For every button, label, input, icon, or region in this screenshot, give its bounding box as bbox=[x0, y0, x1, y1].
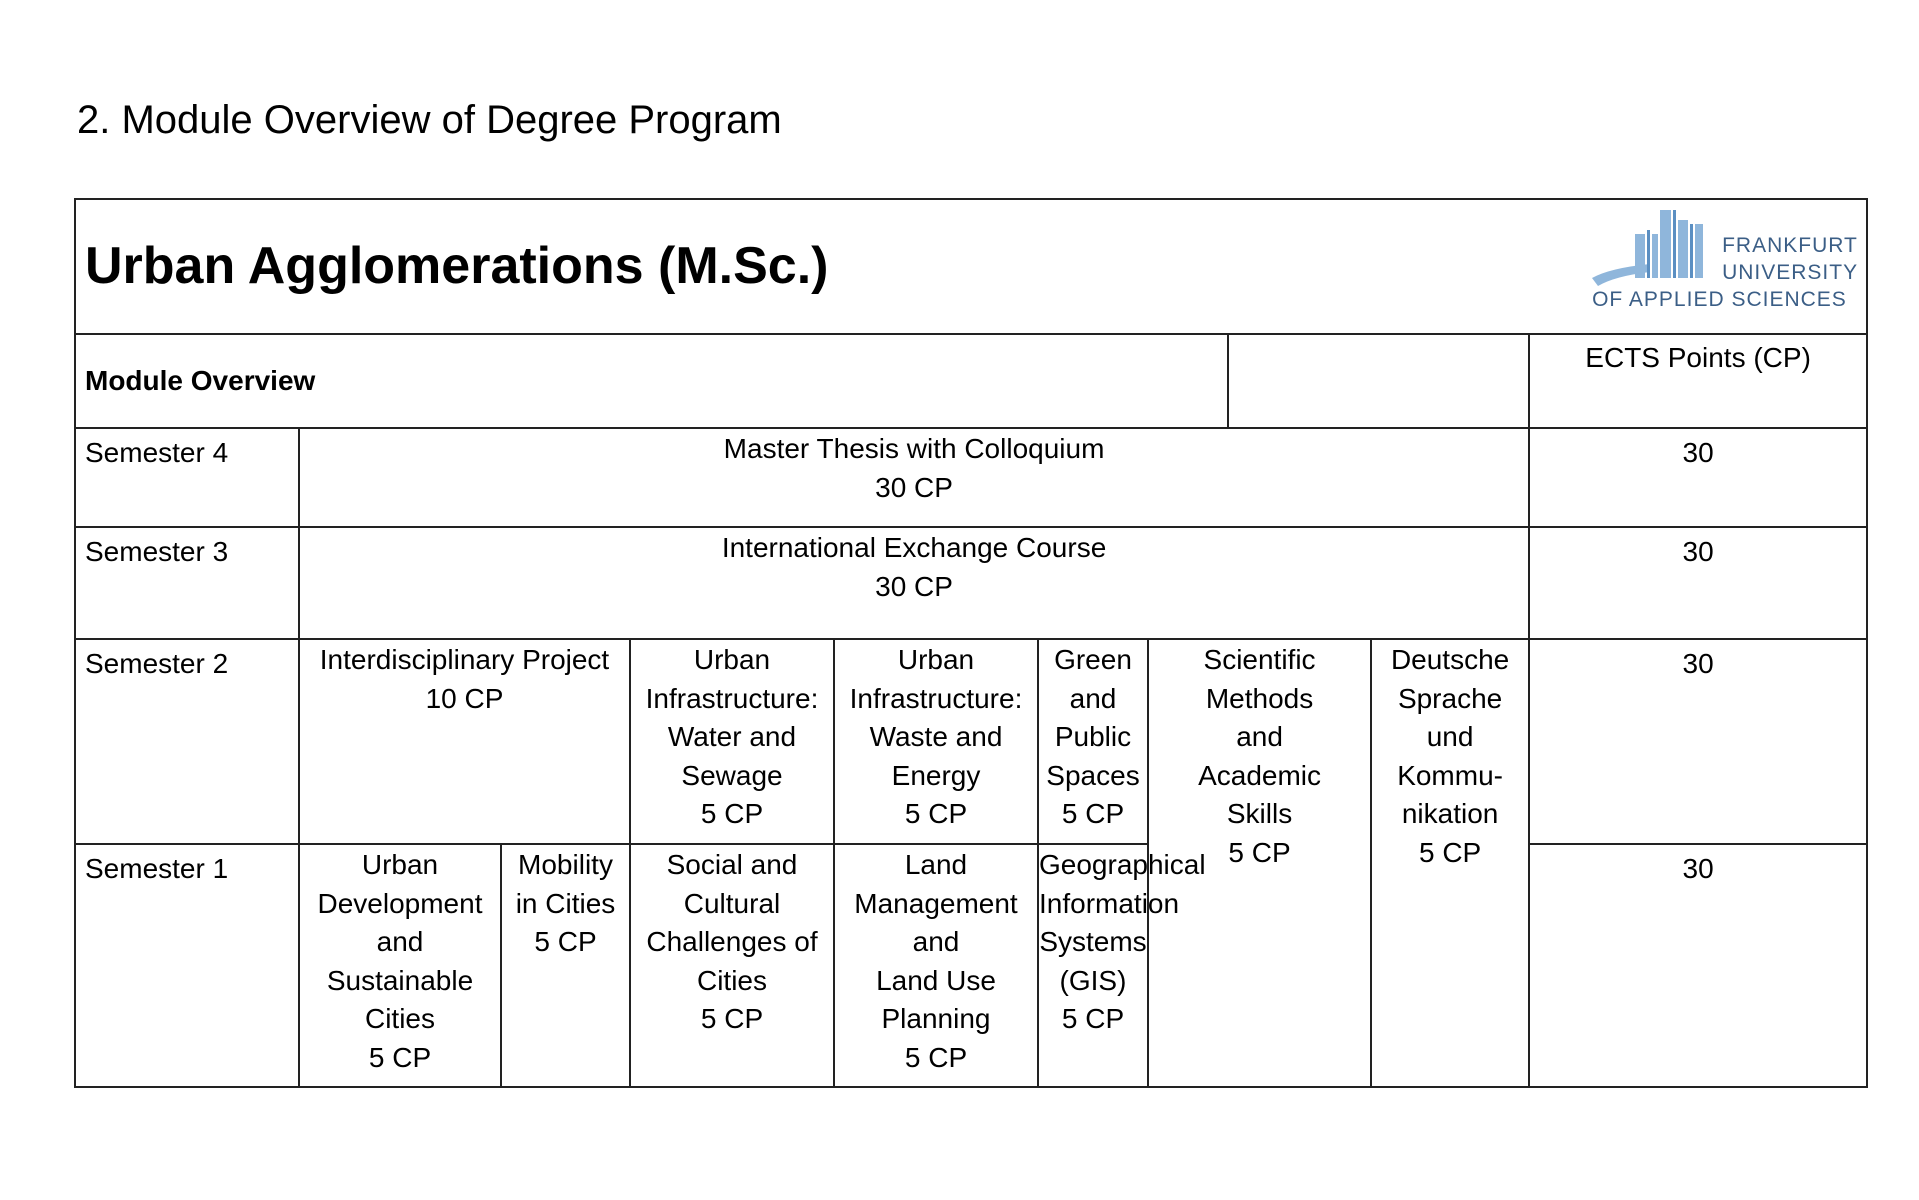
university-logo bbox=[1590, 206, 1858, 316]
program-title-cell bbox=[75, 199, 1228, 334]
module-cell bbox=[630, 639, 834, 844]
module-title-line: Kommu- bbox=[1397, 759, 1503, 791]
semester-label: Semester 4 bbox=[75, 428, 299, 527]
module-cell bbox=[1038, 639, 1148, 844]
module-cell bbox=[630, 844, 834, 1087]
empty-header-cell bbox=[1228, 334, 1529, 428]
module-title-line: Infrastructure: bbox=[645, 682, 819, 714]
module-title-line: Urban bbox=[361, 849, 439, 880]
semester-1-row bbox=[75, 844, 1867, 1087]
module-title-line: Geographical bbox=[1039, 849, 1206, 880]
module-title-line: and bbox=[376, 926, 424, 957]
module-cp: 5 CP bbox=[534, 926, 597, 957]
module-title-line: Cultural bbox=[683, 887, 781, 919]
ects-value: 30 bbox=[1529, 639, 1867, 844]
module-cp: 5 CP bbox=[904, 798, 968, 829]
module-title-line: Sewage bbox=[681, 759, 783, 791]
module-cp: 10 CP bbox=[425, 682, 504, 714]
semester-3-row bbox=[75, 527, 1867, 639]
semester-2-row bbox=[75, 639, 1867, 844]
logo-text bbox=[1592, 232, 1858, 313]
module-title: International Exchange Course bbox=[721, 532, 1107, 563]
module-title-line: Land bbox=[904, 849, 968, 880]
ects-value: 30 bbox=[1529, 844, 1867, 1087]
module-title-line: Public bbox=[1054, 721, 1132, 752]
module-title-line: Energy bbox=[891, 759, 981, 791]
module-cp: 5 CP bbox=[700, 1003, 764, 1034]
module-cp: 5 CP bbox=[368, 1041, 432, 1073]
ects-value: 30 bbox=[1529, 428, 1867, 527]
module-cell bbox=[299, 428, 1529, 527]
module-title-line: Water and bbox=[667, 721, 797, 752]
module-cp: 5 CP bbox=[1228, 836, 1291, 868]
module-title-line: Academic bbox=[1198, 759, 1322, 791]
module-title-line: Green and bbox=[1054, 644, 1132, 714]
module-title-line: Management bbox=[854, 887, 1018, 919]
logo-cell bbox=[1228, 199, 1867, 334]
module-title-line: Skills bbox=[1226, 798, 1293, 829]
module-title-line: Social and bbox=[666, 849, 798, 880]
module-cell bbox=[834, 639, 1038, 844]
module-cell bbox=[299, 639, 630, 844]
module-cell bbox=[501, 844, 630, 1087]
module-title-line: Spaces bbox=[1046, 759, 1140, 791]
module-cp: 30 CP bbox=[875, 570, 953, 602]
logo-line-2: UNIVERSITY bbox=[1722, 261, 1859, 285]
module-title-line: Cities bbox=[696, 964, 767, 996]
section-heading: 2. Module Overview of Degree Program bbox=[77, 98, 782, 142]
module-cell bbox=[299, 527, 1529, 639]
module-title-line: Urban bbox=[897, 644, 975, 675]
module-title-line: Land Use bbox=[876, 964, 996, 996]
module-title: Master Thesis with Colloquium bbox=[723, 433, 1105, 464]
module-title-line: Urban bbox=[693, 644, 771, 675]
module-title-line: Mobility bbox=[518, 849, 613, 880]
module-cp: 5 CP bbox=[700, 798, 764, 829]
semester-4-row bbox=[75, 428, 1867, 527]
module-title-line: nikation bbox=[1401, 798, 1499, 829]
module-title-line: und bbox=[1426, 721, 1474, 752]
semester-label: Semester 2 bbox=[75, 639, 299, 844]
module-cp: 5 CP bbox=[1418, 836, 1482, 868]
logo-line-1: FRANKFURT bbox=[1722, 234, 1858, 258]
ects-value: 30 bbox=[1529, 527, 1867, 639]
module-title-line: Scientific bbox=[1203, 644, 1316, 675]
module-title-line: in Cities bbox=[515, 887, 616, 919]
module-cp: 30 CP bbox=[875, 471, 953, 503]
module-title-line: Planning bbox=[881, 1003, 991, 1034]
module-cp: 5 CP bbox=[1061, 798, 1125, 829]
program-title: Urban Agglomerations (M.Sc.) bbox=[85, 237, 829, 296]
semester-label: Semester 1 bbox=[75, 844, 299, 1087]
module-title-line: Interdisciplinary Project bbox=[319, 644, 610, 675]
module-title-line: Deutsche bbox=[1390, 644, 1510, 675]
module-cp: 5 CP bbox=[1061, 1003, 1125, 1034]
module-overview-label: Module Overview bbox=[75, 334, 1228, 428]
module-title-line: and bbox=[912, 926, 960, 957]
module-title-line: Cities bbox=[364, 1003, 435, 1034]
module-title-line: Information bbox=[1039, 887, 1180, 919]
module-title-line: Sustainable bbox=[326, 964, 474, 996]
module-title-line: Infrastructure: bbox=[849, 682, 1023, 714]
title-row bbox=[75, 199, 1867, 334]
module-title-line: (GIS) bbox=[1059, 964, 1127, 996]
module-title-line: Development bbox=[317, 887, 483, 919]
module-title-line: Methods bbox=[1205, 682, 1314, 714]
semester-label: Semester 3 bbox=[75, 527, 299, 639]
logo-line-3: OF APPLIED SCIENCES bbox=[1592, 288, 1847, 312]
overview-header-row bbox=[75, 334, 1867, 428]
module-title-line: and bbox=[1236, 721, 1283, 752]
module-cell bbox=[1038, 844, 1206, 1087]
module-cell bbox=[1371, 639, 1529, 1087]
module-cell bbox=[834, 844, 1038, 1087]
module-title-line: Systems bbox=[1039, 926, 1147, 957]
module-title-line: Sprache bbox=[1397, 682, 1503, 714]
ects-header: ECTS Points (CP) bbox=[1529, 334, 1867, 428]
module-cp: 5 CP bbox=[904, 1041, 968, 1073]
module-overview-table bbox=[74, 198, 1868, 1088]
module-cell bbox=[299, 844, 501, 1087]
module-title-line: Challenges of bbox=[646, 926, 818, 957]
module-title-line: Waste and bbox=[869, 721, 1003, 752]
